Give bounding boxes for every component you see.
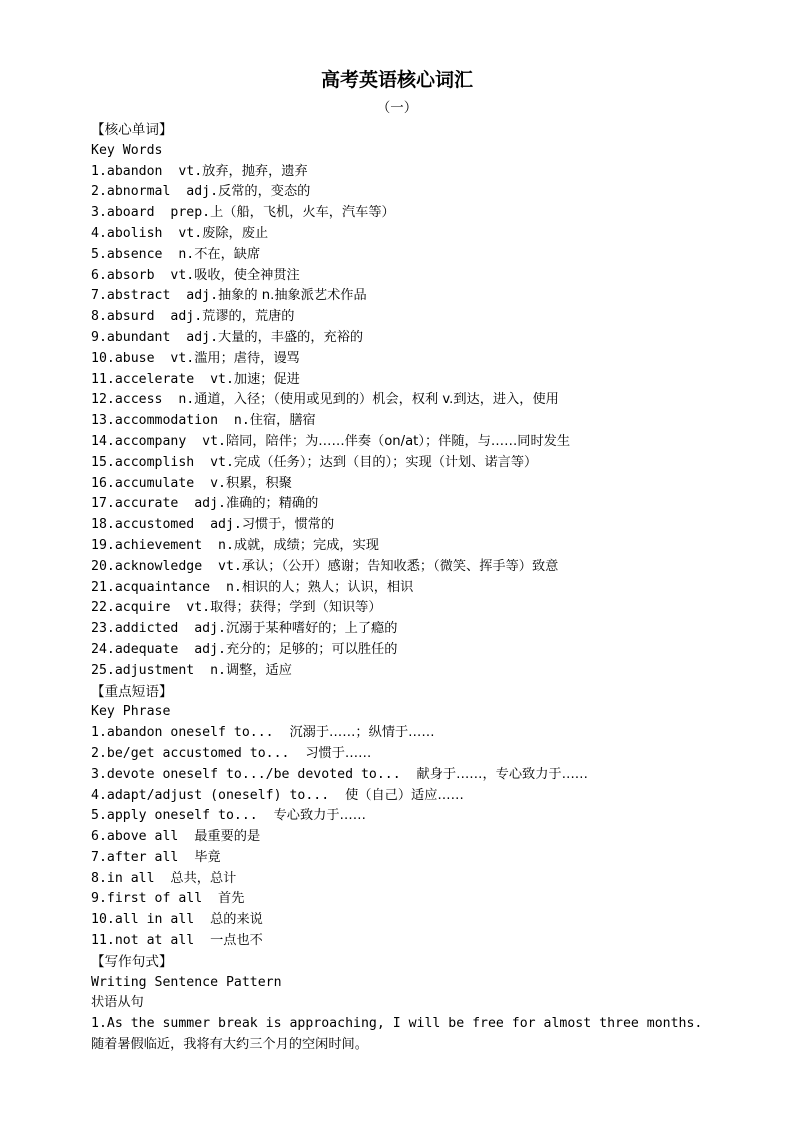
word-entry-english: 15.accomplish vt. (91, 454, 234, 470)
word-entry (91, 203, 731, 224)
phrase-entry-english: 7.after all (91, 849, 195, 865)
word-entry (91, 474, 731, 495)
word-entry-chinese: 成就，成绩；完成，实现 (233, 537, 379, 553)
word-entry-english: 10.abuse vt. (91, 350, 195, 366)
phrase-entry-english: 1.abandon oneself to... (91, 725, 290, 741)
word-entry-english: 4.abolish vt. (91, 225, 203, 241)
word-entry-chinese: 习惯于，惯常的 (241, 517, 335, 533)
word-entry (91, 245, 731, 266)
phrase-entry-chinese: 总共，总计 (170, 870, 237, 886)
word-entry-chinese: 准确的；精确的 (225, 496, 319, 512)
word-entry-english: 2.abnormal adj. (91, 184, 219, 200)
word-entry (91, 328, 731, 349)
word-entry-english: 7.abstract adj. (91, 288, 219, 304)
word-entry-english: 6.absorb vt. (91, 267, 195, 283)
phrase-entry-chinese: 最重要的是 (194, 829, 261, 845)
phrase-entry-english: 3.devote oneself to.../be devoted to... (91, 766, 417, 782)
page-title: 高考英语核心词汇 (320, 69, 473, 91)
word-entry (91, 578, 731, 599)
word-entry-chinese: 通道，入径；（使用或见到的）机会，权利 v.到达，进入，使用 (194, 392, 559, 408)
phrase-entry (91, 910, 731, 931)
word-entry (91, 598, 731, 619)
word-entry-chinese: 陪同，陪伴；为……伴奏（on/at）；伴随，与……同时发生 (225, 433, 571, 449)
word-entry (91, 494, 731, 515)
word-entry (91, 390, 731, 411)
word-entry-english: 21.acquaintance n. (91, 579, 242, 595)
word-entry-chinese: 积累，积聚 (225, 475, 292, 491)
word-entry (91, 557, 731, 578)
phrase-entry-chinese: 献身于……，专心致力于…… (416, 766, 588, 782)
phrase-entry-chinese: 专心致力于…… (273, 808, 366, 824)
phrase-entry-english: 6.above all (91, 829, 195, 845)
word-entry-english: 17.accurate adj. (91, 496, 226, 512)
word-entry (91, 411, 731, 432)
phrase-entry (91, 765, 731, 786)
word-entry-english: 20.acknowledge vt. (91, 558, 242, 574)
phrase-entry (91, 889, 731, 910)
word-entry (91, 266, 731, 287)
word-entry-chinese: 不在，缺席 (194, 246, 261, 262)
word-entry-chinese: 取得；获得；学到（知识等） (210, 600, 382, 616)
word-entry-chinese: 放弃，抛弃，遗弃 (202, 163, 308, 179)
phrase-entry-english: 8.in all (91, 870, 171, 886)
word-entry-chinese: 调整，适应 (225, 662, 292, 678)
writing-type: 状语从句 (91, 995, 144, 1011)
word-entry-english: 1.abandon vt. (91, 163, 203, 179)
word-entry-chinese: 住宿，膳宿 (249, 413, 316, 429)
word-entry-chinese: 完成（任务）；达到（目的）；实现（计划、诺言等） (233, 454, 538, 470)
phrase-entry-english: 11.not at all (91, 933, 211, 949)
word-entry (91, 453, 731, 474)
word-entry-english: 24.adequate adj. (91, 641, 226, 657)
word-entry-english: 5.absence n. (91, 246, 195, 262)
phrase-entry-chinese: 毕竟 (194, 849, 221, 865)
word-entry (91, 286, 731, 307)
phrase-entry (91, 931, 731, 952)
word-entry (91, 640, 731, 661)
word-entry-english: 23.addicted adj. (91, 621, 226, 637)
word-entry-english: 3.aboard prep. (91, 205, 211, 221)
phrase-entry-english: 9.first of all (91, 891, 219, 907)
phrases-heading: 【重点短语】 (91, 683, 173, 700)
word-entry-english: 12.access n. (91, 392, 195, 408)
phrase-entry-chinese: 使（自己）适应…… (345, 787, 464, 803)
word-entry-chinese: 相识的人；熟人；认识，相识 (241, 579, 414, 595)
writing-label: Writing Sentence Pattern (91, 974, 282, 990)
word-entry (91, 619, 731, 640)
word-entry-chinese: 荒谬的，荒唐的 (202, 309, 295, 325)
word-entry-english: 18.accustomed adj. (91, 517, 242, 533)
page-subtitle: （一） (376, 100, 418, 116)
word-entry-chinese: 加速；促进 (233, 371, 300, 387)
word-entry (91, 536, 731, 557)
phrase-entry (91, 723, 731, 744)
word-entry-chinese: 上（船，飞机，火车，汽车等） (210, 205, 395, 221)
phrase-entry-english: 4.adapt/adjust (oneself) to... (91, 787, 346, 803)
writing-sentence-en: 1.As the summer break is approaching, I will be free for almost three months. (91, 1016, 703, 1032)
words-list (91, 162, 731, 682)
word-entry-chinese: 充分的；足够的；可以胜任的 (225, 641, 398, 657)
phrase-entry (91, 827, 731, 848)
word-entry-chinese: 沉溺于某种嗜好的；上了瘾的 (225, 621, 398, 637)
phrase-entry-chinese: 习惯于…… (305, 745, 372, 761)
word-entry-chinese: 废除，废止 (202, 225, 269, 241)
word-entry (91, 224, 731, 245)
writing-sentence-zh: 随着暑假临近，我将有大约三个月的空闲时间。 (91, 1037, 368, 1053)
word-entry (91, 162, 731, 183)
phrases-list (91, 723, 731, 952)
word-entry (91, 370, 731, 391)
words-label: Key Words (91, 142, 163, 158)
word-entry-english: 19.achievement n. (91, 537, 234, 553)
writing-heading: 【写作句式】 (91, 953, 173, 970)
word-entry (91, 182, 731, 203)
word-entry-english: 25.adjustment n. (91, 662, 226, 678)
word-entry (91, 349, 731, 370)
words-heading: 【核心单词】 (91, 122, 173, 138)
phrase-entry-english: 5.apply oneself to... (91, 808, 274, 824)
word-entry-chinese: 抽象的 n.抽象派艺术作品 (218, 288, 367, 304)
phrase-entry (91, 806, 731, 827)
word-entry-chinese: 反常的，变态的 (218, 184, 311, 200)
word-entry (91, 515, 731, 536)
phrase-entry (91, 786, 731, 807)
word-entry-english: 11.accelerate vt. (91, 371, 234, 387)
document-page (91, 66, 731, 1056)
phrase-entry-english: 2.be/get accustomed to... (91, 745, 306, 761)
word-entry-chinese: 吸收，使全神贯注 (194, 267, 300, 283)
word-entry-chinese: 滥用；虐待，谩骂 (194, 350, 300, 366)
word-entry-english: 16.accumulate v. (91, 475, 226, 491)
phrase-entry-english: 10.all in all (91, 912, 211, 928)
word-entry-english: 22.acquire vt. (91, 600, 211, 616)
word-entry-english: 9.abundant adj. (91, 329, 219, 345)
word-entry-english: 14.accompany vt. (91, 433, 226, 449)
phrase-entry-chinese: 沉溺于……；纵情于…… (289, 725, 435, 741)
phrase-entry (91, 848, 731, 869)
word-entry-chinese: 大量的，丰盛的，充裕的 (218, 329, 364, 345)
word-entry (91, 432, 731, 453)
phrase-entry-chinese: 总的来说 (210, 912, 263, 928)
phrase-entry-chinese: 一点也不 (210, 933, 263, 949)
word-entry-chinese: 承认；（公开）感谢；告知收悉；（微笑、挥手等）致意 (241, 558, 559, 574)
word-entry (91, 661, 731, 682)
phrase-entry (91, 869, 731, 890)
phrases-label: Key Phrase (91, 704, 171, 720)
phrase-entry (91, 744, 731, 765)
word-entry-english: 13.accommodation n. (91, 413, 250, 429)
word-entry (91, 307, 731, 328)
phrase-entry-chinese: 首先 (218, 891, 245, 907)
word-entry-english: 8.absurd adj. (91, 309, 203, 325)
